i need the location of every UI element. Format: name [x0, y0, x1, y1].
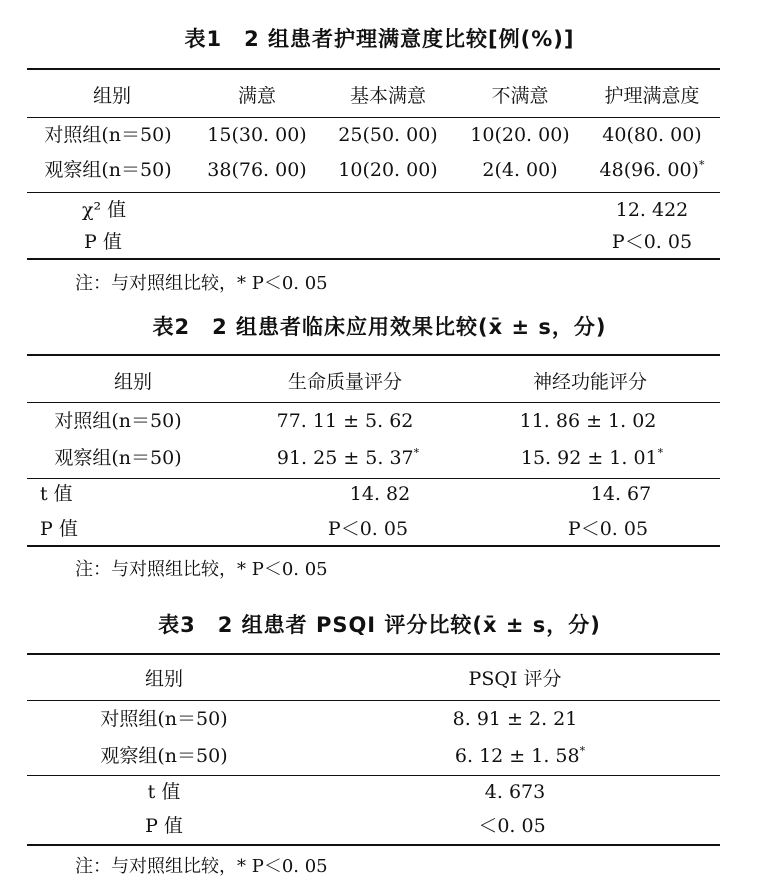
- table1-caption: 表1 2 组患者护理满意度比较[例(%)]: [184, 27, 575, 51]
- table2-row1-quality: 77. 11 ± 5. 62: [276, 410, 414, 432]
- table2-t-neuro: 14. 67: [590, 483, 652, 505]
- table1-sig-mark: *: [698, 158, 705, 172]
- table2-row1-group: 对照组(n＝50): [54, 410, 182, 432]
- table1-chi-label: χ² 值: [82, 199, 127, 221]
- table2-p-neuro: P＜0. 05: [567, 518, 649, 540]
- table2-row2-neuro: 15. 92 ± 1. 01*: [520, 446, 664, 469]
- table2-t-quality: 14. 82: [349, 483, 411, 505]
- table2-header-neuro: 神经功能评分: [532, 371, 648, 393]
- table1-p-label: P 值: [84, 231, 122, 253]
- table1-note: 注：与对照组比较，* P＜0. 05: [75, 273, 328, 294]
- table1-header-basic: 基本满意: [349, 85, 427, 107]
- table3-row1-psqi: 8. 91 ± 2. 21: [452, 708, 578, 730]
- table3-header-rule: [27, 700, 720, 701]
- table1-row2-satisfied: 38(76. 00): [207, 159, 307, 181]
- table2-note: 注：与对照组比较，* P＜0. 05: [75, 559, 328, 580]
- table1-row1-basic: 25(50. 00): [338, 124, 438, 146]
- table1-top-rule: [27, 68, 720, 70]
- table1-header-rate: 护理满意度: [604, 85, 700, 107]
- table1-header-unsatisfied: 不满意: [491, 85, 549, 107]
- table1-row1-rate: 40(80. 00): [602, 124, 702, 146]
- table2-p-quality: P＜0. 05: [327, 518, 409, 540]
- table1-row1-satisfied: 15(30. 00): [207, 124, 307, 146]
- table2-row1-neuro: 11. 86 ± 1. 02: [519, 410, 657, 432]
- table3-row2-psqi: 6. 12 ± 1. 58*: [454, 744, 586, 767]
- table2-body-rule: [27, 478, 720, 479]
- table2-t-label: t 值: [40, 483, 73, 505]
- table1-row1-unsatisfied: 10(20. 00): [470, 124, 570, 146]
- table2-row2-quality: 91. 25 ± 5. 37*: [276, 446, 420, 469]
- table3-bottom-rule: [27, 844, 720, 846]
- table1-chi-value: 12. 422: [615, 199, 689, 221]
- table3-body-rule: [27, 775, 720, 776]
- table2-top-rule: [27, 354, 720, 356]
- table1-row2-basic: 10(20. 00): [338, 159, 438, 181]
- table1-row2-unsatisfied: 2(4. 00): [482, 159, 558, 181]
- table2-header-quality: 生命质量评分: [287, 371, 403, 393]
- table3-sig-mark: *: [579, 744, 586, 758]
- table2-header-rule: [27, 402, 720, 403]
- table3-caption: 表3 2 组患者 PSQI 评分比较(x̄ ± s，分): [158, 613, 601, 637]
- table3-t-label: t 值: [147, 781, 181, 803]
- table3-top-rule: [27, 653, 720, 655]
- table1-header-satisfied: 满意: [237, 85, 277, 107]
- table3-row1-group: 对照组(n＝50): [100, 708, 228, 730]
- table2-sig-mark-neuro: *: [657, 446, 664, 460]
- table3-note: 注：与对照组比较，* P＜0. 05: [75, 856, 328, 877]
- table2-header-group: 组别: [113, 371, 153, 393]
- table3-header-psqi: PSQI 评分: [468, 668, 562, 690]
- table2-p-label: P 值: [40, 518, 78, 540]
- table1-p-value: P＜0. 05: [611, 231, 693, 253]
- table3-t-value: 4. 673: [484, 781, 546, 803]
- table1-bottom-rule: [27, 258, 720, 260]
- table3-header-group: 组别: [144, 668, 184, 690]
- table1-row1-group: 对照组(n＝50): [44, 124, 172, 146]
- table3-row2-group: 观察组(n＝50): [100, 745, 228, 767]
- table3-p-value: ＜0. 05: [478, 815, 546, 837]
- table3-p-label: P 值: [145, 815, 183, 837]
- table2-sig-mark-quality: *: [413, 446, 420, 460]
- table2-bottom-rule: [27, 545, 720, 547]
- table2-row2-group: 观察组(n＝50): [54, 447, 182, 469]
- table2-caption: 表2 2 组患者临床应用效果比较(x̄ ± s，分): [152, 315, 607, 339]
- table1-header-group: 组别: [92, 85, 132, 107]
- table1-body-rule: [27, 192, 720, 193]
- table1-row2-group: 观察组(n＝50): [44, 159, 172, 181]
- table1-row2-rate: 48(96. 00)*: [599, 158, 705, 181]
- table1-header-rule: [27, 117, 720, 118]
